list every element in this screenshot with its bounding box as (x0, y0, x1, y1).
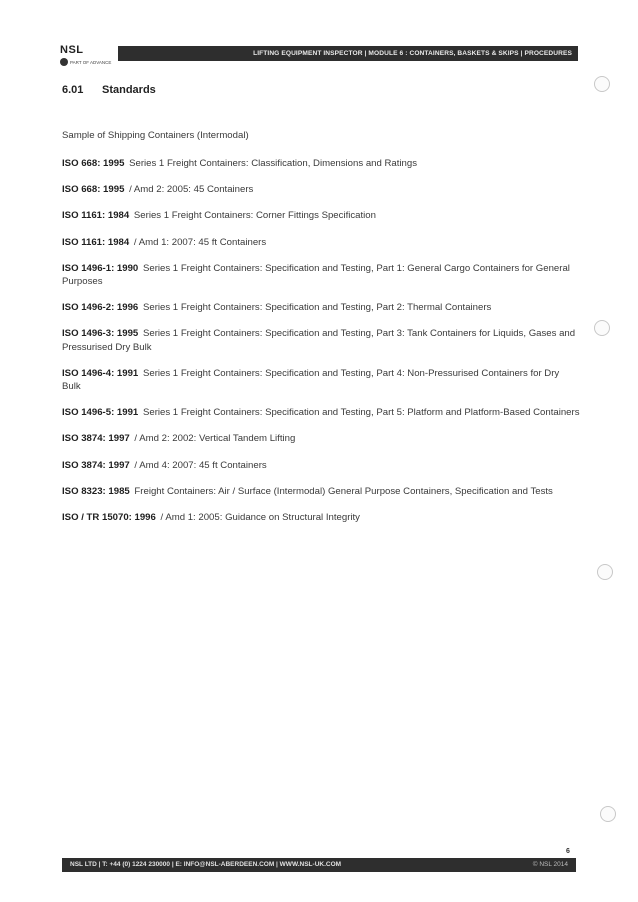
standards-content (62, 129, 580, 537)
punch-hole (594, 76, 610, 92)
punch-hole (600, 806, 616, 822)
standard-entry (62, 327, 580, 353)
standard-entry (62, 432, 580, 445)
logo-badge-icon (60, 58, 68, 66)
standard-description: Freight Containers: Air / Surface (Intermodal) General Purpose Containers, Specification and Tests (134, 485, 553, 497)
standard-entry (62, 485, 580, 498)
footer-banner (62, 858, 576, 872)
standard-entry (62, 262, 580, 288)
standard-description: / Amd 2: 2005: 45 Containers (129, 184, 254, 196)
logo-tagline (60, 58, 120, 66)
standard-code: ISO 668: 1995 (62, 158, 125, 169)
intro-text: Sample of Shipping Containers (Intermodal) (62, 130, 249, 141)
standard-description: Series 1 Freight Containers: Specification and Testing, Part 2: Thermal Containers (142, 302, 492, 314)
page-number: 6 (566, 848, 570, 855)
standard-description: Series 1 Freight Containers: Classification, Dimensions and Ratings (129, 158, 418, 169)
standard-code: ISO 1496-3: 1995 (62, 328, 139, 340)
section-title: Standards (102, 84, 156, 96)
standard-entry (62, 511, 580, 524)
logo-wordmark: NSL (60, 44, 84, 56)
standard-entry (62, 301, 580, 314)
standard-description: / Amd 1: 2007: 45 ft Containers (133, 236, 267, 248)
standard-code: ISO / TR 15070: 1996 (62, 512, 156, 524)
standard-description: / Amd 4: 2007: 45 ft Containers (134, 459, 267, 471)
standard-code: ISO 668: 1995 (62, 184, 125, 196)
standard-code: ISO 1161: 1984 (62, 236, 130, 248)
logo-subtext: PART OF ADVANCE (70, 59, 112, 65)
standard-description: / Amd 2: 2002: Vertical Tandem Lifting (134, 433, 296, 445)
header-banner: LIFTING EQUIPMENT INSPECTOR | MODULE 6 : CONTAINERS, BASKETS & SKIPS | PROCEDURES (118, 46, 578, 61)
standard-entry (62, 236, 580, 249)
standard-code: ISO 1496-2: 1996 (62, 302, 139, 314)
standard-code: ISO 8323: 1985 (62, 485, 130, 497)
punch-hole (597, 564, 613, 580)
standard-entry (62, 406, 580, 419)
standard-description: Series 1 Freight Containers: Specification and Testing, Part 4: Non-Pressurised Containers for Dry Bulk (62, 367, 560, 393)
standard-description: Series 1 Freight Containers: Corner Fittings Specification (133, 210, 376, 222)
standard-code: ISO 3874: 1997 (62, 459, 130, 471)
standard-code: ISO 1161: 1984 (62, 210, 130, 222)
standard-code: ISO 3874: 1997 (62, 433, 130, 445)
standard-entry (62, 157, 580, 170)
footer-copyright: © NSL 2014 (532, 861, 568, 868)
standard-code: ISO 1496-5: 1991 (62, 407, 139, 419)
nsl-logo (60, 44, 120, 66)
standard-code: ISO 1496-4: 1991 (62, 367, 139, 379)
section-number: 6.01 (62, 84, 84, 96)
standard-description: Series 1 Freight Containers: Specification and Testing, Part 3: Tank Containers for Liquids, Gases and Pressurised Dry Bulk (62, 328, 576, 353)
standard-entry (62, 183, 580, 196)
punch-hole (594, 320, 610, 336)
standard-description: / Amd 1: 2005: Guidance on Structural Integrity (160, 512, 360, 524)
footer-contact: NSL LTD | T: +44 (0) 1224 230000 | E: INFO@NSL-ABERDEEN.COM | WWW.NSL-UK.COM (70, 861, 342, 868)
standard-entry (62, 209, 580, 222)
standard-entry (62, 459, 580, 472)
standard-code: ISO 1496-1: 1990 (62, 262, 139, 274)
standard-description: Series 1 Freight Containers: Specification and Testing, Part 5: Platform and Platform-Based Containers (142, 407, 580, 419)
standard-description: Series 1 Freight Containers: Specification and Testing, Part 1: General Cargo Containers for General Purposes (62, 262, 570, 288)
section-heading (62, 84, 156, 96)
standard-entry (62, 367, 580, 393)
